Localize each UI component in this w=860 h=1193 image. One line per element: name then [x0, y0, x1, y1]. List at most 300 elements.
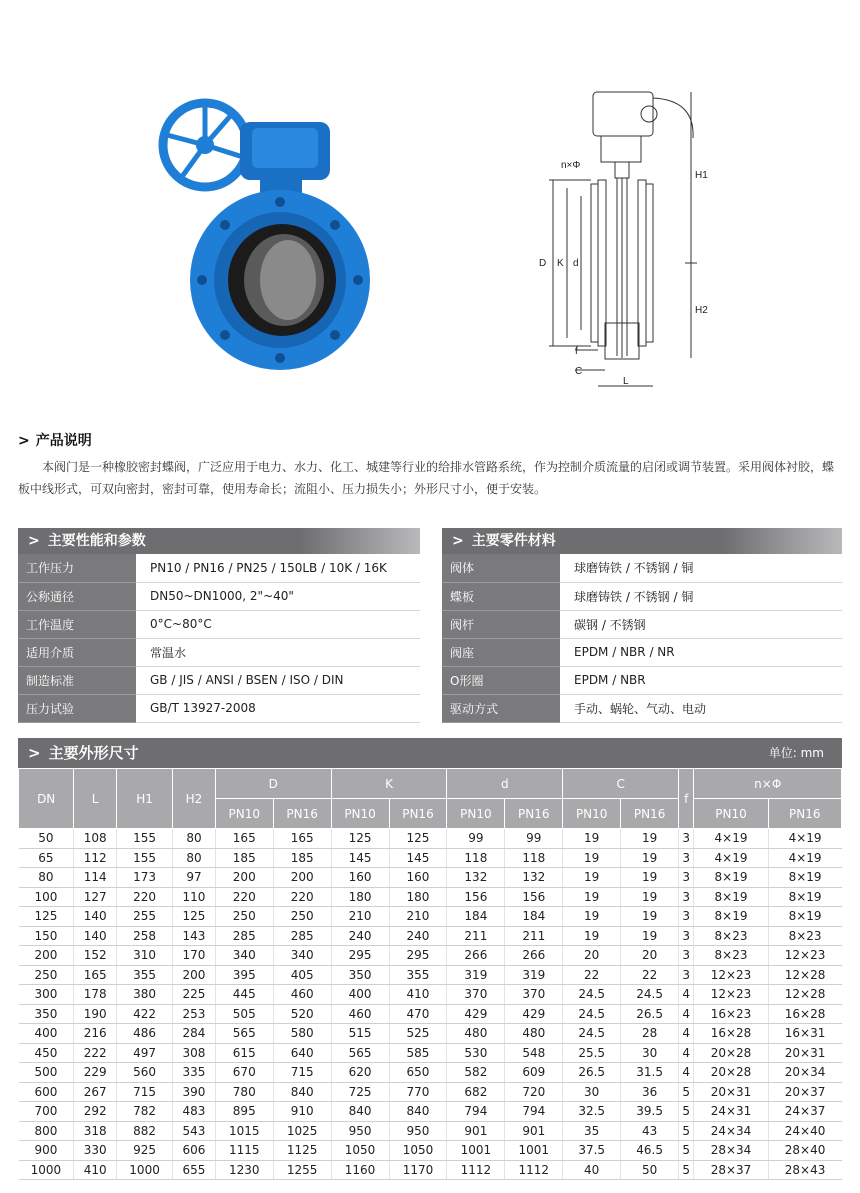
table-cell: 405 — [273, 965, 331, 985]
materials-row: 阀座 EPDM / NBR / NR — [442, 638, 842, 666]
table-cell: 582 — [447, 1063, 505, 1083]
drawing-label-K: K — [557, 258, 564, 269]
table-cell: 4×19 — [768, 848, 841, 868]
table-cell: 8×19 — [694, 907, 768, 927]
col-f: f — [679, 769, 694, 829]
table-cell: 8×23 — [694, 946, 768, 966]
table-cell: 114 — [74, 868, 117, 888]
table-cell: 505 — [215, 1004, 273, 1024]
table-cell: 3 — [679, 848, 694, 868]
drawing-label-H1: H1 — [695, 170, 708, 181]
table-cell: 20×34 — [768, 1063, 841, 1083]
table-cell: 24×34 — [694, 1121, 768, 1141]
table-cell: 350 — [331, 965, 389, 985]
table-cell: 900 — [19, 1141, 74, 1161]
col-pn10: PN10 — [447, 799, 505, 829]
table-cell: 8×19 — [694, 868, 768, 888]
table-cell: 429 — [447, 1004, 505, 1024]
table-cell: 1050 — [331, 1141, 389, 1161]
table-cell: 497 — [116, 1043, 172, 1063]
table-cell: 770 — [389, 1082, 447, 1102]
table-cell: 8×19 — [768, 887, 841, 907]
table-cell: 165 — [273, 829, 331, 849]
table-cell: 395 — [215, 965, 273, 985]
table-cell: 1001 — [447, 1141, 505, 1161]
table-cell: 99 — [505, 829, 563, 849]
table-cell: 895 — [215, 1102, 273, 1122]
table-cell: 715 — [273, 1063, 331, 1083]
table-cell: 125 — [389, 829, 447, 849]
col-dn: DN — [19, 769, 74, 829]
table-cell: 16×28 — [768, 1004, 841, 1024]
materials-header: > 主要零件材料 — [442, 528, 842, 554]
table-cell: 266 — [447, 946, 505, 966]
drawing-label-L: L — [623, 376, 629, 387]
table-cell: 840 — [273, 1082, 331, 1102]
table-cell: 1112 — [447, 1160, 505, 1180]
col-l: L — [74, 769, 117, 829]
table-cell: 548 — [505, 1043, 563, 1063]
table-cell: 50 — [621, 1160, 679, 1180]
col-nphi: n×Φ — [694, 769, 842, 799]
table-cell: 335 — [173, 1063, 216, 1083]
table-cell: 295 — [331, 946, 389, 966]
table-row — [19, 848, 842, 868]
unit-label: 单位: mm — [768, 746, 824, 760]
table-cell: 22 — [563, 965, 621, 985]
table-cell: 4 — [679, 1004, 694, 1024]
table-cell: 132 — [447, 868, 505, 888]
table-cell: 682 — [447, 1082, 505, 1102]
params-table — [18, 554, 420, 723]
table-cell: 220 — [273, 887, 331, 907]
table-cell: 5 — [679, 1102, 694, 1122]
table-cell: 250 — [19, 965, 74, 985]
table-cell: 794 — [505, 1102, 563, 1122]
table-row — [19, 1160, 842, 1180]
table-cell: 380 — [116, 985, 172, 1005]
table-cell: 216 — [74, 1024, 117, 1044]
table-cell: 615 — [215, 1043, 273, 1063]
table-cell: 19 — [563, 887, 621, 907]
table-cell: 26.5 — [563, 1063, 621, 1083]
table-cell: 530 — [447, 1043, 505, 1063]
table-row — [19, 946, 842, 966]
table-cell: 190 — [74, 1004, 117, 1024]
table-cell: 700 — [19, 1102, 74, 1122]
table-cell: 525 — [389, 1024, 447, 1044]
table-row — [19, 1063, 842, 1083]
table-cell: 1000 — [116, 1160, 172, 1180]
table-cell: 410 — [389, 985, 447, 1005]
table-cell: 4 — [679, 985, 694, 1005]
table-cell: 200 — [173, 965, 216, 985]
chevron-right-icon: > — [28, 744, 41, 762]
table-cell: 720 — [505, 1082, 563, 1102]
valve-body — [190, 190, 370, 370]
table-cell: 1255 — [273, 1160, 331, 1180]
table-cell: 1001 — [505, 1141, 563, 1161]
table-cell: 28×40 — [768, 1141, 841, 1161]
table-cell: 901 — [505, 1121, 563, 1141]
table-cell: 3 — [679, 907, 694, 927]
table-cell: 39.5 — [621, 1102, 679, 1122]
table-cell: 24×31 — [694, 1102, 768, 1122]
table-cell: 285 — [273, 926, 331, 946]
table-cell: 400 — [331, 985, 389, 1005]
table-cell: 160 — [389, 868, 447, 888]
table-cell: 8×23 — [694, 926, 768, 946]
table-cell: 390 — [173, 1082, 216, 1102]
table-cell: 20×28 — [694, 1063, 768, 1083]
table-cell: 725 — [331, 1082, 389, 1102]
table-cell: 24.5 — [563, 1004, 621, 1024]
table-cell: 200 — [273, 868, 331, 888]
table-cell: 110 — [173, 887, 216, 907]
table-cell: 670 — [215, 1063, 273, 1083]
table-row — [19, 1004, 842, 1024]
drawing-label-d: d — [573, 258, 579, 269]
table-cell: 8×23 — [768, 926, 841, 946]
table-cell: 19 — [621, 848, 679, 868]
table-cell: 8×19 — [694, 887, 768, 907]
table-cell: 606 — [173, 1141, 216, 1161]
dimensions-table — [18, 768, 842, 1180]
table-cell: 25.5 — [563, 1043, 621, 1063]
table-cell: 565 — [215, 1024, 273, 1044]
table-cell: 800 — [19, 1121, 74, 1141]
table-cell: 30 — [621, 1043, 679, 1063]
valve-technical-drawing — [535, 88, 708, 406]
table-cell: 780 — [215, 1082, 273, 1102]
table-cell: 125 — [331, 829, 389, 849]
table-cell: 4 — [679, 1043, 694, 1063]
table-cell: 229 — [74, 1063, 117, 1083]
table-cell: 330 — [74, 1141, 117, 1161]
table-cell: 1230 — [215, 1160, 273, 1180]
table-cell: 1015 — [215, 1121, 273, 1141]
table-cell: 450 — [19, 1043, 74, 1063]
table-cell: 1025 — [273, 1121, 331, 1141]
params-row: 公称通径 DN50~DN1000, 2"~40" — [18, 582, 420, 610]
table-cell: 319 — [447, 965, 505, 985]
table-cell: 253 — [173, 1004, 216, 1024]
col-pn16: PN16 — [768, 799, 841, 829]
col-c: C — [563, 769, 679, 799]
table-cell: 222 — [74, 1043, 117, 1063]
table-cell: 19 — [563, 848, 621, 868]
table-row — [19, 1043, 842, 1063]
table-cell: 200 — [215, 868, 273, 888]
table-cell: 220 — [116, 887, 172, 907]
materials-row: O形圈 EPDM / NBR — [442, 666, 842, 694]
table-cell: 1115 — [215, 1141, 273, 1161]
table-cell: 19 — [563, 907, 621, 927]
table-cell: 1170 — [389, 1160, 447, 1180]
table-cell: 12×23 — [768, 946, 841, 966]
table-cell: 429 — [505, 1004, 563, 1024]
table-cell: 19 — [563, 868, 621, 888]
table-cell: 20 — [563, 946, 621, 966]
table-cell: 108 — [74, 829, 117, 849]
drawing-label-D: D — [539, 258, 547, 269]
table-cell: 8×19 — [768, 907, 841, 927]
table-cell: 125 — [19, 907, 74, 927]
table-cell: 308 — [173, 1043, 216, 1063]
table-cell: 180 — [331, 887, 389, 907]
table-cell: 97 — [173, 868, 216, 888]
table-cell: 145 — [389, 848, 447, 868]
table-row — [19, 926, 842, 946]
table-cell: 460 — [273, 985, 331, 1005]
table-row — [19, 1141, 842, 1161]
table-cell: 211 — [447, 926, 505, 946]
params-row: 制造标准 GB / JIS / ANSI / BSEN / ISO / DIN — [18, 666, 420, 694]
table-cell: 1112 — [505, 1160, 563, 1180]
table-cell: 300 — [19, 985, 74, 1005]
col-pn10: PN10 — [331, 799, 389, 829]
col-h2: H2 — [173, 769, 216, 829]
table-row — [19, 985, 842, 1005]
table-cell: 19 — [621, 907, 679, 927]
table-cell: 3 — [679, 829, 694, 849]
table-cell: 422 — [116, 1004, 172, 1024]
table-cell: 910 — [273, 1102, 331, 1122]
table-cell: 255 — [116, 907, 172, 927]
table-cell: 28×37 — [694, 1160, 768, 1180]
table-cell: 400 — [19, 1024, 74, 1044]
table-cell: 99 — [447, 829, 505, 849]
table-cell: 140 — [74, 926, 117, 946]
table-cell: 150 — [19, 926, 74, 946]
table-cell: 480 — [447, 1024, 505, 1044]
table-cell: 19 — [621, 829, 679, 849]
drawing-label-f: f — [575, 346, 578, 357]
table-cell: 4×19 — [694, 848, 768, 868]
table-cell: 5 — [679, 1121, 694, 1141]
table-cell: 178 — [74, 985, 117, 1005]
table-cell: 340 — [273, 946, 331, 966]
col-pn10: PN10 — [694, 799, 768, 829]
table-cell: 925 — [116, 1141, 172, 1161]
table-cell: 210 — [389, 907, 447, 927]
table-row — [19, 907, 842, 927]
table-cell: 560 — [116, 1063, 172, 1083]
table-cell: 173 — [116, 868, 172, 888]
table-cell: 319 — [505, 965, 563, 985]
table-cell: 285 — [215, 926, 273, 946]
params-row: 压力试验 GB/T 13927-2008 — [18, 694, 420, 722]
table-cell: 24.5 — [563, 1024, 621, 1044]
table-cell: 4×19 — [768, 829, 841, 849]
table-cell: 20×28 — [694, 1043, 768, 1063]
table-cell: 156 — [505, 887, 563, 907]
table-cell: 22 — [621, 965, 679, 985]
table-cell: 600 — [19, 1082, 74, 1102]
materials-row: 阀杆 碳钢 / 不锈钢 — [442, 610, 842, 638]
table-cell: 156 — [447, 887, 505, 907]
table-cell: 50 — [19, 829, 74, 849]
table-cell: 370 — [447, 985, 505, 1005]
materials-row: 阀体 球磨铸铁 / 不锈钢 / 铜 — [442, 554, 842, 582]
table-cell: 185 — [273, 848, 331, 868]
table-cell: 250 — [215, 907, 273, 927]
table-cell: 43 — [621, 1121, 679, 1141]
table-cell: 620 — [331, 1063, 389, 1083]
table-cell: 901 — [447, 1121, 505, 1141]
handwheel — [163, 103, 247, 187]
table-cell: 240 — [389, 926, 447, 946]
table-cell: 3 — [679, 868, 694, 888]
col-pn10: PN10 — [563, 799, 621, 829]
table-row — [19, 1121, 842, 1141]
table-cell: 1125 — [273, 1141, 331, 1161]
table-cell: 24×40 — [768, 1121, 841, 1141]
table-cell: 565 — [331, 1043, 389, 1063]
table-row — [19, 1024, 842, 1044]
table-cell: 16×23 — [694, 1004, 768, 1024]
table-cell: 295 — [389, 946, 447, 966]
materials-row: 蝶板 球磨铸铁 / 不锈钢 / 铜 — [442, 582, 842, 610]
dimensions-header: > 主要外形尺寸 单位: mm — [18, 738, 842, 768]
table-cell: 8×19 — [768, 868, 841, 888]
params-header: > 主要性能和参数 — [18, 528, 420, 554]
table-cell: 200 — [19, 946, 74, 966]
table-cell: 24.5 — [621, 985, 679, 1005]
table-cell: 5 — [679, 1082, 694, 1102]
table-cell: 35 — [563, 1121, 621, 1141]
drawing-label-nphi: n×Φ — [561, 160, 581, 171]
dimensions-body — [19, 829, 842, 1180]
table-cell: 1050 — [389, 1141, 447, 1161]
col-pn16: PN16 — [621, 799, 679, 829]
table-cell: 350 — [19, 1004, 74, 1024]
table-cell: 132 — [505, 868, 563, 888]
chevron-right-icon: > — [28, 533, 40, 549]
table-cell: 12×23 — [694, 965, 768, 985]
table-cell: 19 — [621, 926, 679, 946]
table-cell: 240 — [331, 926, 389, 946]
table-cell: 794 — [447, 1102, 505, 1122]
table-cell: 160 — [331, 868, 389, 888]
table-cell: 318 — [74, 1121, 117, 1141]
table-cell: 655 — [173, 1160, 216, 1180]
table-row — [19, 1102, 842, 1122]
table-cell: 118 — [447, 848, 505, 868]
col-pn16: PN16 — [505, 799, 563, 829]
table-cell: 16×28 — [694, 1024, 768, 1044]
table-cell: 470 — [389, 1004, 447, 1024]
table-cell: 12×28 — [768, 965, 841, 985]
table-cell: 184 — [447, 907, 505, 927]
table-cell: 355 — [389, 965, 447, 985]
table-cell: 80 — [173, 829, 216, 849]
table-cell: 80 — [173, 848, 216, 868]
table-cell: 882 — [116, 1121, 172, 1141]
table-cell: 16×31 — [768, 1024, 841, 1044]
table-cell: 715 — [116, 1082, 172, 1102]
table-cell: 152 — [74, 946, 117, 966]
chevron-right-icon: > — [452, 533, 464, 549]
table-cell: 19 — [621, 887, 679, 907]
table-cell: 3 — [679, 965, 694, 985]
table-cell: 640 — [273, 1043, 331, 1063]
table-cell: 155 — [116, 829, 172, 849]
intro-title: > 产品说明 — [18, 433, 92, 449]
params-row: 适用介质 常温水 — [18, 638, 420, 666]
table-cell: 12×28 — [768, 985, 841, 1005]
table-cell: 1160 — [331, 1160, 389, 1180]
table-cell: 500 — [19, 1063, 74, 1083]
table-cell: 46.5 — [621, 1141, 679, 1161]
table-cell: 32.5 — [563, 1102, 621, 1122]
table-cell: 28×34 — [694, 1141, 768, 1161]
table-cell: 410 — [74, 1160, 117, 1180]
table-cell: 143 — [173, 926, 216, 946]
table-cell: 284 — [173, 1024, 216, 1044]
table-cell: 211 — [505, 926, 563, 946]
table-cell: 118 — [505, 848, 563, 868]
table-cell: 220 — [215, 887, 273, 907]
table-row — [19, 887, 842, 907]
table-cell: 950 — [331, 1121, 389, 1141]
col-h1: H1 — [116, 769, 172, 829]
table-cell: 3 — [679, 946, 694, 966]
table-cell: 165 — [215, 829, 273, 849]
table-row — [19, 1082, 842, 1102]
table-cell: 483 — [173, 1102, 216, 1122]
table-cell: 170 — [173, 946, 216, 966]
table-cell: 24×37 — [768, 1102, 841, 1122]
table-cell: 250 — [273, 907, 331, 927]
table-cell: 258 — [116, 926, 172, 946]
table-cell: 355 — [116, 965, 172, 985]
col-k: K — [331, 769, 447, 799]
table-cell: 267 — [74, 1082, 117, 1102]
table-cell: 125 — [173, 907, 216, 927]
table-cell: 40 — [563, 1160, 621, 1180]
table-cell: 145 — [331, 848, 389, 868]
table-cell: 340 — [215, 946, 273, 966]
table-cell: 266 — [505, 946, 563, 966]
table-cell: 20 — [621, 946, 679, 966]
chevron-right-icon: > — [18, 433, 30, 449]
params-row: 工作压力 PN10 / PN16 / PN25 / 150LB / 10K / 16K — [18, 554, 420, 582]
table-cell: 140 — [74, 907, 117, 927]
table-cell: 1000 — [19, 1160, 74, 1180]
table-cell: 580 — [273, 1024, 331, 1044]
table-cell: 609 — [505, 1063, 563, 1083]
table-cell: 840 — [389, 1102, 447, 1122]
drawing-label-C: C — [575, 366, 583, 377]
table-cell: 310 — [116, 946, 172, 966]
table-cell: 950 — [389, 1121, 447, 1141]
col-d-inner: d — [447, 769, 563, 799]
table-cell: 36 — [621, 1082, 679, 1102]
table-cell: 5 — [679, 1141, 694, 1161]
valve-photo — [160, 90, 370, 390]
table-cell: 650 — [389, 1063, 447, 1083]
table-cell: 445 — [215, 985, 273, 1005]
table-cell: 19 — [621, 868, 679, 888]
table-cell: 155 — [116, 848, 172, 868]
table-cell: 30 — [563, 1082, 621, 1102]
table-cell: 28 — [621, 1024, 679, 1044]
table-cell: 80 — [19, 868, 74, 888]
table-cell: 4×19 — [694, 829, 768, 849]
table-cell: 185 — [215, 848, 273, 868]
table-cell: 12×23 — [694, 985, 768, 1005]
